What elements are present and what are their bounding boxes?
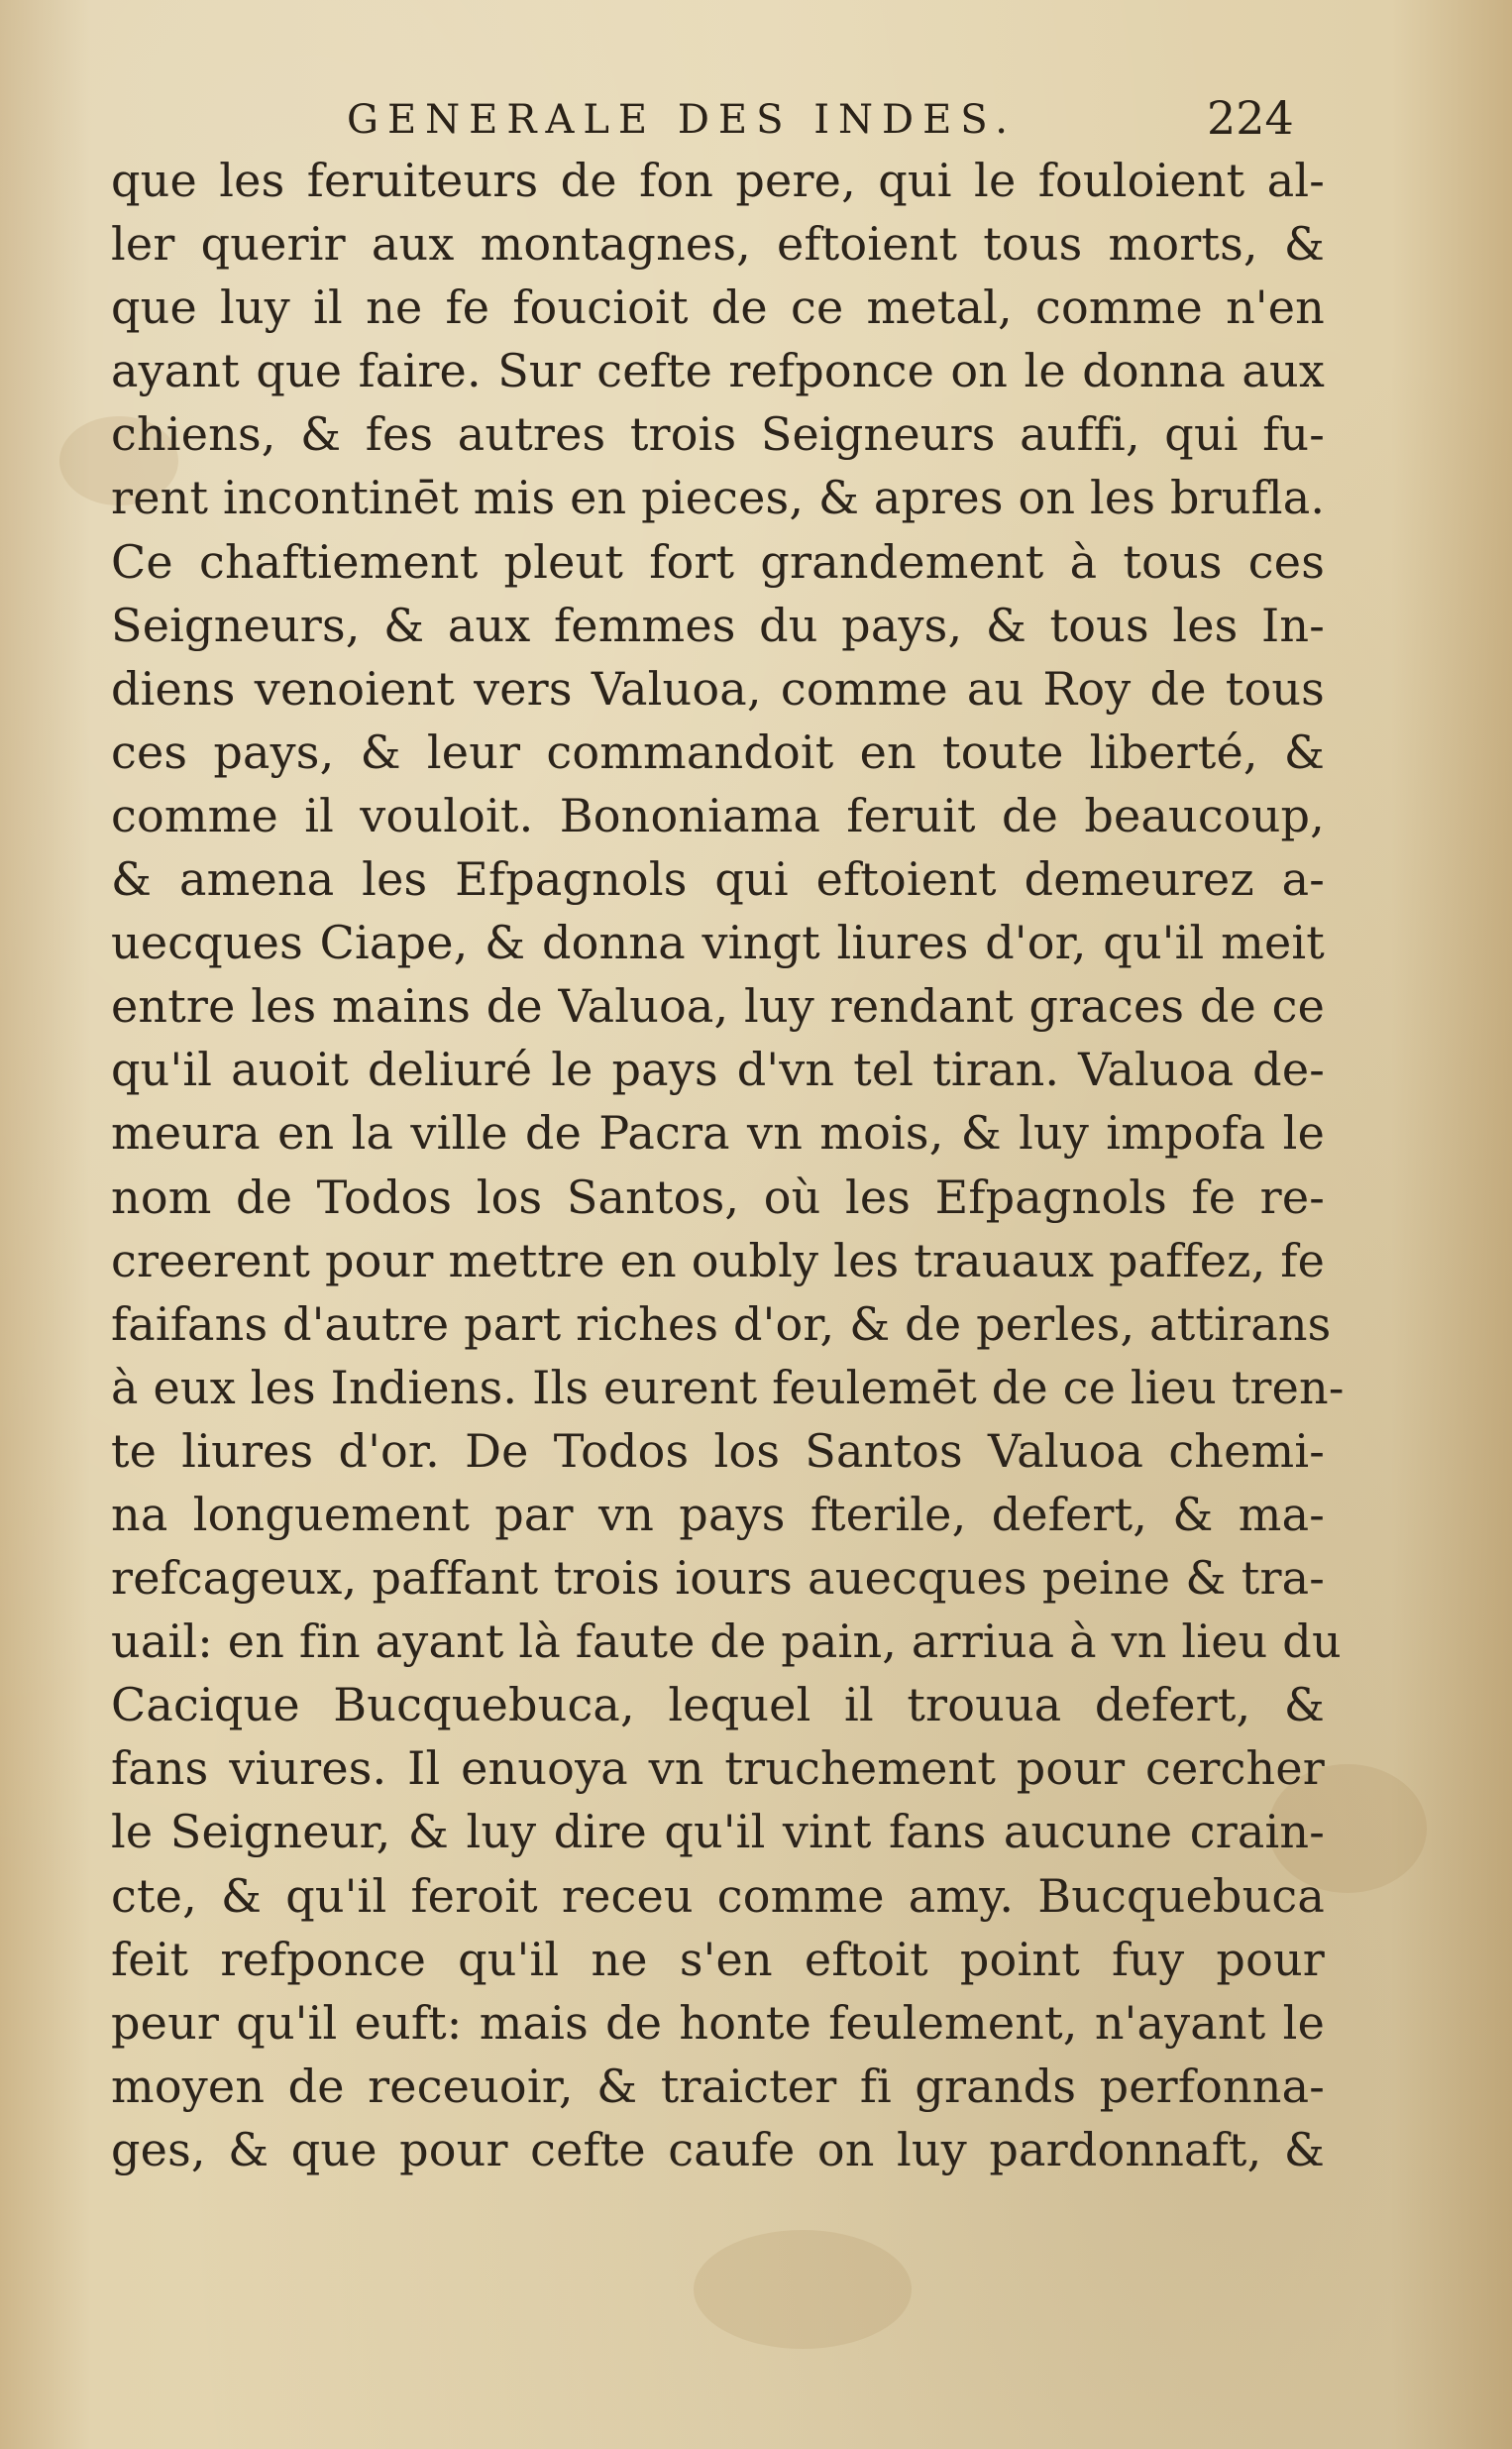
body-text xyxy=(111,149,1345,2181)
text-line: nom de Todos los Santos, où les Efpagnols fe re- xyxy=(111,1169,1325,1224)
running-head: GENERALE DES INDES. xyxy=(347,97,1017,143)
text-line: moyen de receuoir, & traicter fi grands perfonna- xyxy=(111,2059,1325,2113)
text-line: ges, & que pour cefte caufe on luy pardonnaft, & xyxy=(111,2122,1325,2176)
text-line: chiens, & fes autres trois Seigneurs auffi, qui fu- xyxy=(111,407,1325,462)
text-line: refcageux, paffant trois iours auecques peine & tra- xyxy=(111,1551,1325,1606)
text-line: que luy il ne fe foucioit de ce metal, comme n'en xyxy=(111,280,1325,335)
text-line: Cacique Bucquebuca, lequel il trouua defert, & xyxy=(111,1678,1325,1732)
text-line: uecques Ciape, & donna vingt liures d'or, qu'il meit xyxy=(111,916,1325,970)
text-line: faifans d'autre part riches d'or, & de perles, attirans xyxy=(111,1296,1332,1351)
text-line: Seigneurs, & aux femmes du pays, & tous les In- xyxy=(111,598,1325,652)
text-line: te liures d'or. De Todos los Santos Valuoa chemi- xyxy=(111,1423,1325,1478)
text-line: à eux les Indiens. Ils eurent feulemēt de ce lieu tren- xyxy=(111,1360,1345,1414)
page-number: 224 xyxy=(1207,91,1294,145)
text-line: ayant que faire. Sur cefte refponce on le donna aux xyxy=(111,344,1325,398)
text-line: na longuement par vn pays fterile, defert, & ma- xyxy=(111,1487,1325,1541)
text-line: creerent pour mettre en oubly les trauaux paffez, fe xyxy=(111,1233,1325,1287)
text-line: rent incontinēt mis en pieces, & apres on les brufla. xyxy=(111,471,1326,525)
text-line: peur qu'il euft: mais de honte feulement, n'ayant le xyxy=(111,1995,1325,2050)
text-line: cte, & qu'il feroit receu comme amy. Bucquebuca xyxy=(111,1868,1325,1923)
text-line: & amena les Efpagnols qui eftoient demeurez a- xyxy=(111,852,1325,907)
text-line: entre les mains de Valuoa, luy rendant graces de ce xyxy=(111,979,1325,1034)
text-line: uail: en fin ayant là faute de pain, arriua à vn lieu du xyxy=(111,1614,1342,1669)
text-line: le Seigneur, & luy dire qu'il vint fans aucune crain- xyxy=(111,1805,1325,1859)
text-line: comme il vouloit. Bononiama feruit de beaucoup, xyxy=(111,788,1325,842)
text-line: qu'il auoit deliuré le pays d'vn tel tiran. Valuoa de- xyxy=(111,1043,1325,1097)
text-line: que les feruiteurs de fon pere, qui le fouloient al- xyxy=(111,154,1325,207)
text-line: Ce chaftiement pleut fort grandement à tous ces xyxy=(111,534,1325,589)
text-line: ces pays, & leur commandoit en toute liberté, & xyxy=(111,724,1325,779)
paper-stain xyxy=(694,2230,912,2349)
text-line: feit refponce qu'il ne s'en eftoit point fuy pour xyxy=(111,1932,1325,1986)
text-line: diens venoient vers Valuoa, comme au Roy de tous xyxy=(111,661,1325,716)
text-line: fans viures. Il enuoya vn truchement pour cercher xyxy=(111,1741,1325,1796)
text-line: meura en la ville de Pacra vn mois, & luy impofa le xyxy=(111,1106,1325,1161)
text-line: ler querir aux montagnes, eftoient tous morts, & xyxy=(111,217,1325,272)
